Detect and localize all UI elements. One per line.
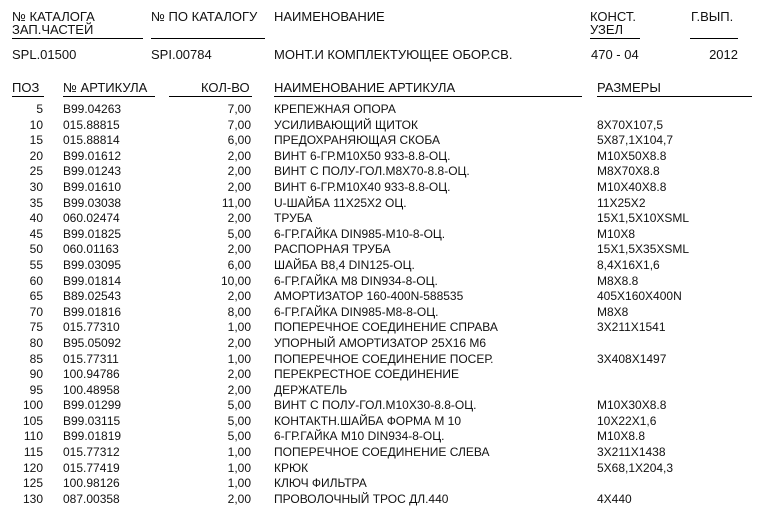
row-item-name: ПОПЕРЕЧНОЕ СОЕДИНЕНИЕ СПРАВА	[274, 320, 498, 335]
row-pos: 125	[22, 476, 43, 491]
row-item-name: УСИЛИВАЮЩИЙ ЩИТОК	[274, 117, 418, 132]
row-item-name: 6-ГР.ГАЙКА M8 DIN934-8-ОЦ.	[274, 273, 438, 288]
row-pos: 60	[29, 273, 43, 288]
row-qty: 1,00	[227, 351, 251, 366]
article-header: № АРТИКУЛА	[63, 80, 148, 95]
row-size: 5X68,1X204,3	[597, 460, 674, 475]
table-row	[0, 242, 767, 258]
row-size: 3X211X1541	[597, 320, 666, 335]
table-row	[0, 180, 767, 196]
row-article: B99.04263	[63, 102, 122, 116]
row-item-name: U-ШАЙБА 11X25X2 ОЦ.	[274, 195, 407, 210]
row-pos: 10	[29, 117, 43, 132]
table-row	[0, 164, 767, 180]
row-pos: 25	[29, 164, 43, 179]
row-qty: 1,00	[227, 445, 251, 460]
row-pos: 110	[23, 429, 43, 444]
row-qty: 11,00	[221, 195, 251, 210]
table-row	[0, 398, 767, 414]
table-row	[0, 367, 767, 383]
row-qty: 2,00	[227, 382, 251, 397]
row-article: 100.98126	[63, 476, 120, 491]
row-size: M10X8.8	[597, 429, 646, 444]
row-item-name: КРЕПЕЖНАЯ ОПОРА	[274, 102, 396, 116]
row-pos: 70	[29, 304, 43, 319]
row-qty: 6,00	[227, 257, 251, 272]
konst-value: 470 - 04	[591, 47, 639, 62]
qty-header-rule	[169, 96, 252, 97]
row-pos: 85	[29, 351, 43, 366]
row-pos: 15	[29, 133, 43, 148]
row-qty: 2,00	[227, 179, 251, 194]
row-article: 015.77419	[63, 460, 120, 475]
catalog-no-value: SPI.00784	[151, 47, 212, 62]
table-row	[0, 429, 767, 445]
row-qty: 5,00	[227, 413, 251, 428]
year-label: Г.ВЫП.	[691, 9, 734, 24]
row-article: B99.01610	[63, 179, 122, 194]
row-article: B99.01814	[63, 273, 122, 288]
table-row	[0, 352, 767, 368]
row-item-name: 6-ГР.ГАЙКА DIN985-M8-8-ОЦ.	[274, 304, 439, 319]
row-pos: 105	[22, 413, 43, 428]
row-size: M10X8	[597, 226, 636, 241]
row-pos: 100	[22, 398, 43, 413]
row-size: 5X87,1X104,7	[597, 133, 674, 148]
size-header-rule	[597, 96, 752, 97]
row-article: B89.02543	[63, 289, 122, 304]
catalog-label-line1: № КАТАЛОГА	[12, 9, 95, 24]
row-article: 015.77312	[63, 445, 120, 460]
row-size: 15X1,5X35XSML	[597, 242, 690, 257]
parts-table-body	[0, 102, 767, 507]
catalog-label-line2: ЗАП.ЧАСТЕЙ	[12, 22, 94, 37]
article-header-rule	[63, 96, 155, 97]
row-size: 8,4X16X1,6	[597, 257, 660, 272]
name-label: НАИМЕНОВАНИЕ	[274, 9, 385, 24]
row-item-name: ПРОВОЛОЧНЫЙ ТРОС ДЛ.440	[274, 491, 449, 506]
row-size: M8X8	[597, 304, 629, 319]
row-size: M8X8.8	[597, 273, 639, 288]
row-pos: 20	[29, 148, 43, 163]
row-size: 15X1,5X10XSML	[597, 211, 690, 226]
row-article: 015.77310	[63, 320, 120, 335]
row-size: M10X30X8.8	[597, 398, 667, 413]
table-row	[0, 383, 767, 399]
pos-header-rule	[12, 96, 44, 97]
row-article: B99.01612	[63, 148, 122, 163]
row-article: B99.01243	[63, 164, 122, 179]
row-size: M10X50X8.8	[597, 148, 667, 163]
row-item-name: 6-ГР.ГАЙКА M10 DIN934-8-ОЦ.	[274, 429, 445, 444]
row-qty: 2,00	[227, 211, 251, 226]
table-row	[0, 149, 767, 165]
catalog-no-label: № ПО КАТАЛОГУ	[151, 9, 258, 24]
row-qty: 5,00	[227, 429, 251, 444]
row-item-name: ВИНТ С ПОЛУ-ГОЛ.M8X70-8.8-ОЦ.	[274, 164, 470, 179]
row-article: B99.03095	[63, 257, 122, 272]
row-size: 405X160X400N	[597, 289, 682, 304]
catalog-value: SPL.01500	[12, 47, 77, 62]
row-item-name: КРЮК	[274, 460, 309, 475]
item-name-header: НАИМЕНОВАНИЕ АРТИКУЛА	[274, 80, 456, 95]
row-item-name: 6-ГР.ГАЙКА DIN985-M10-8-ОЦ.	[274, 226, 446, 241]
table-row	[0, 336, 767, 352]
row-item-name: ВИНТ 6-ГР.M10X50 933-8.8-ОЦ.	[274, 148, 451, 163]
row-item-name: ВИНТ 6-ГР.M10X40 933-8.8-ОЦ.	[274, 179, 451, 194]
row-qty: 6,00	[227, 133, 251, 148]
row-qty: 1,00	[227, 460, 251, 475]
row-size: 3X408X1497	[597, 351, 667, 366]
row-article: 015.77311	[63, 351, 119, 366]
name-value: МОНТ.И КОМПЛЕКТУЮЩЕЕ ОБОР.СВ.	[274, 47, 513, 62]
row-qty: 5,00	[227, 398, 251, 413]
row-article: 100.48958	[63, 382, 120, 397]
konst-label-line1: КОНСТ.	[590, 9, 636, 24]
pos-header: ПОЗ	[12, 80, 40, 95]
row-item-name: АМОРТИЗАТОР 160-400N-588535	[274, 289, 464, 304]
qty-header: КОЛ-ВО	[201, 80, 250, 95]
row-item-name: ШАЙБА B8,4 DIN125-ОЦ.	[274, 257, 415, 272]
row-article: B99.01819	[63, 429, 122, 444]
table-row	[0, 133, 767, 149]
row-item-name: ВИНТ С ПОЛУ-ГОЛ.M10X30-8.8-ОЦ.	[274, 398, 477, 413]
size-header: РАЗМЕРЫ	[597, 80, 661, 95]
table-row	[0, 274, 767, 290]
table-row	[0, 289, 767, 305]
row-qty: 8,00	[227, 304, 251, 319]
row-item-name: ПОПЕРЕЧНОЕ СОЕДИНЕНИЕ ПОСЕР.	[274, 351, 494, 366]
year-value: 2012	[709, 47, 738, 62]
table-row	[0, 492, 767, 508]
row-item-name: ПРЕДОХРАНЯЮЩАЯ СКОБА	[274, 133, 440, 148]
row-item-name: УПОРНЫЙ АМОРТИЗАТОР 25X16 M6	[274, 335, 487, 350]
row-item-name: ДЕРЖАТЕЛЬ	[274, 382, 348, 397]
row-article: 087.00358	[63, 491, 120, 506]
row-item-name: КЛЮЧ ФИЛЬТРА	[274, 476, 367, 491]
row-article: 060.01163	[63, 242, 119, 257]
row-article: B95.05092	[63, 335, 122, 350]
row-article: 015.88815	[63, 117, 120, 132]
table-row	[0, 102, 767, 118]
table-row	[0, 461, 767, 477]
row-item-name: КОНТАКТН.ШАЙБА ФОРМА M 10	[274, 413, 462, 428]
row-qty: 1,00	[227, 476, 251, 491]
row-qty: 1,00	[227, 320, 251, 335]
row-size: 10X22X1,6	[597, 413, 657, 428]
konst-label-line2: УЗЕЛ	[590, 22, 624, 37]
row-qty: 5,00	[227, 226, 251, 241]
row-item-name: ТРУБА	[274, 211, 313, 226]
table-row	[0, 305, 767, 321]
row-item-name: РАСПОРНАЯ ТРУБА	[274, 242, 391, 257]
row-qty: 2,00	[227, 367, 251, 382]
table-row	[0, 258, 767, 274]
row-qty: 2,00	[227, 491, 251, 506]
table-row	[0, 118, 767, 134]
row-size: 4X440	[597, 491, 632, 506]
table-row	[0, 414, 767, 430]
catalog-label-rule	[12, 38, 143, 39]
table-row	[0, 196, 767, 212]
row-article: B99.03115	[63, 413, 121, 428]
row-pos: 35	[29, 195, 43, 210]
row-qty: 7,00	[227, 117, 251, 132]
row-qty: 2,00	[227, 242, 251, 257]
row-pos: 5	[36, 102, 43, 116]
row-item-name: ПОПЕРЕЧНОЕ СОЕДИНЕНИЕ СЛЕВА	[274, 445, 490, 460]
row-size: 3X211X1438	[597, 445, 666, 460]
row-pos: 55	[29, 257, 43, 272]
row-pos: 120	[22, 460, 43, 475]
catalog-no-rule	[151, 38, 265, 39]
row-item-name: ПЕРЕКРЕСТНОЕ СОЕДИНЕНИЕ	[274, 367, 460, 382]
table-row	[0, 227, 767, 243]
row-article: B99.01825	[63, 226, 122, 241]
row-qty: 2,00	[227, 148, 251, 163]
year-rule	[690, 38, 738, 39]
row-qty: 7,00	[227, 102, 251, 116]
row-article: 100.94786	[63, 367, 120, 382]
row-article: B99.03038	[63, 195, 122, 210]
table-row	[0, 211, 767, 227]
row-pos: 45	[29, 226, 43, 241]
table-row	[0, 320, 767, 336]
row-size: M8X70X8.8	[597, 164, 660, 179]
row-pos: 75	[29, 320, 43, 335]
row-pos: 95	[29, 382, 43, 397]
row-pos: 80	[29, 335, 43, 350]
row-pos: 115	[23, 445, 43, 460]
item-name-header-rule	[274, 96, 582, 97]
row-pos: 50	[29, 242, 43, 257]
row-qty: 10,00	[220, 273, 251, 288]
konst-rule	[590, 38, 640, 39]
row-pos: 30	[29, 179, 43, 194]
row-article: 060.02474	[63, 211, 120, 226]
row-size: 11X25X2	[597, 195, 646, 210]
table-row	[0, 476, 767, 492]
row-article: B99.01299	[63, 398, 122, 413]
table-row	[0, 445, 767, 461]
row-qty: 2,00	[227, 289, 251, 304]
row-pos: 90	[29, 367, 43, 382]
row-pos: 65	[29, 289, 43, 304]
row-pos: 40	[29, 211, 43, 226]
row-size: 8X70X107,5	[597, 117, 664, 132]
row-pos: 130	[22, 491, 43, 506]
row-qty: 2,00	[227, 335, 251, 350]
row-size: M10X40X8.8	[597, 179, 667, 194]
row-qty: 2,00	[227, 164, 251, 179]
row-article: B99.01816	[63, 304, 122, 319]
row-article: 015.88814	[63, 133, 120, 148]
